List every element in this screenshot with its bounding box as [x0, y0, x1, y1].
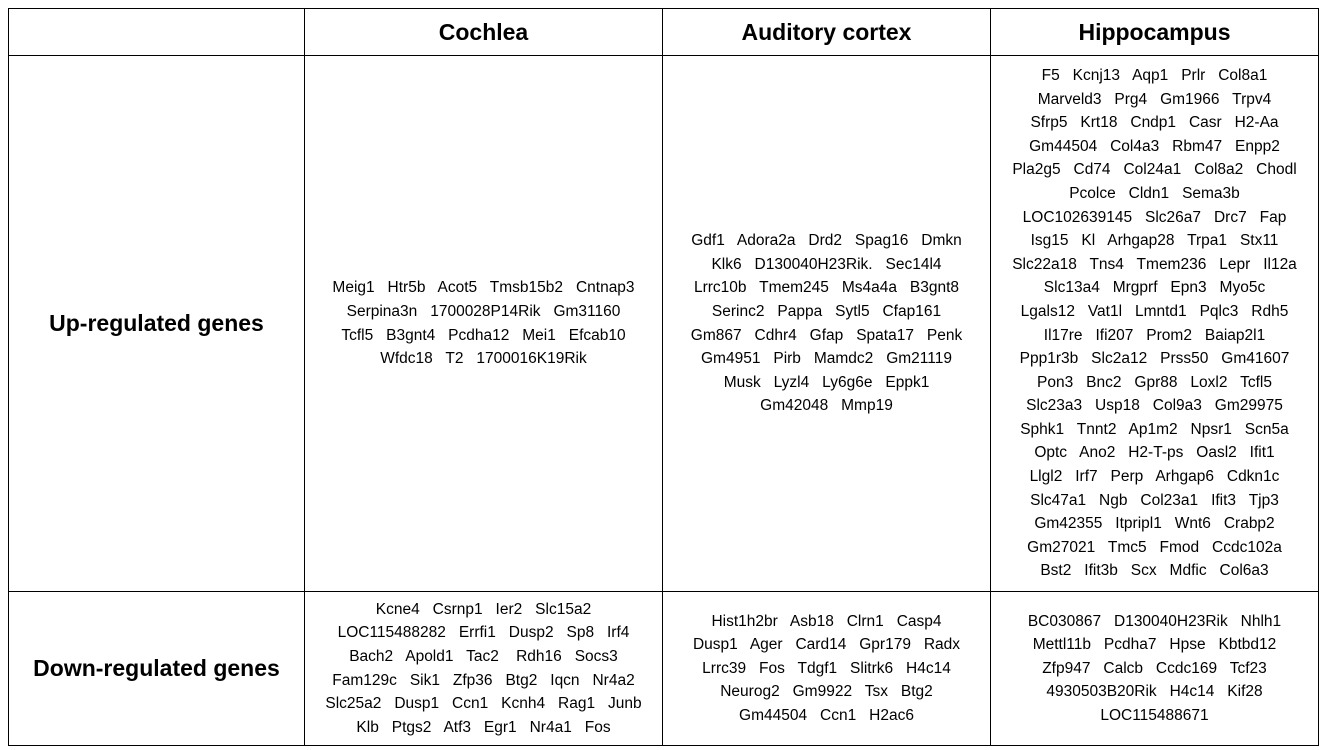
gene-line: Klk6 D130040H23Rik. Sec14l4: [711, 255, 942, 273]
gene-line: F5 Kcnj13 Aqp1 Prlr Col8a1: [1041, 66, 1268, 84]
header-row: [9, 9, 1319, 56]
gene-line: 4930503B20Rik H4c14 Kif28: [1046, 683, 1263, 701]
cell-up-cochlea: [305, 56, 663, 592]
gene-line: Klb Ptgs2 Atf3 Egr1 Nr4a1 Fos: [356, 718, 611, 736]
gene-line: BC030867 D130040H23Rik Nhlh1: [1027, 612, 1282, 630]
gene-line: Llgl2 Irf7 Perp Arhgap6 Cdkn1c: [1029, 468, 1280, 486]
row-down-regulated: [9, 592, 1319, 746]
gene-line: Optc Ano2 H2-T-ps Oasl2 Ifit1: [1034, 444, 1275, 462]
corner-cell: [9, 9, 305, 56]
gene-line: Lrrc39 Fos Tdgf1 Slitrk6 H4c14: [702, 659, 951, 677]
gene-line: Slc25a2 Dusp1 Ccn1 Kcnh4 Rag1 Junb: [325, 695, 642, 713]
gene-line: Marveld3 Prg4 Gm1966 Trpv4: [1037, 90, 1272, 108]
gene-line: Slc13a4 Mrgprf Epn3 Myo5c: [1043, 279, 1266, 297]
gene-line: Sphk1 Tnnt2 Ap1m2 Npsr1 Scn5a: [1020, 420, 1289, 438]
gene-line: Neurog2 Gm9922 Tsx Btg2: [720, 683, 933, 701]
gene-line: Kcne4 Csrnp1 Ier2 Slc15a2: [375, 600, 592, 618]
gene-line: Dusp1 Ager Card14 Gpr179 Radx: [692, 636, 961, 654]
gene-line: Gm867 Cdhr4 Gfap Spata17 Penk: [690, 326, 963, 344]
gene-line: Sfrp5 Krt18 Cndp1 Casr H2-Aa: [1030, 114, 1279, 132]
cell-down-cochlea: [305, 592, 663, 746]
gene-line: LOC102639145 Slc26a7 Drc7 Fap: [1022, 208, 1287, 226]
gene-line: Lrrc10b Tmem245 Ms4a4a B3gnt8: [693, 279, 960, 297]
gene-line: Gm44504 Ccn1 H2ac6: [739, 706, 914, 724]
gene-line: Pon3 Bnc2 Gpr88 Loxl2 Tcfl5: [1037, 373, 1272, 391]
column-header-hippocampus: Hippocampus: [991, 9, 1319, 56]
gene-line: Gm44504 Col4a3 Rbm47 Enpp2: [1029, 137, 1280, 155]
cell-up-hippocampus: [991, 56, 1319, 592]
gene-line: Isg15 Kl Arhgap28 Trpa1 Stx11: [1030, 232, 1279, 250]
gene-line: Slc22a18 Tns4 Tmem236 Lepr Il12a: [1012, 255, 1297, 273]
gene-line: Il17re Ifi207 Prom2 Baiap2l1: [1043, 326, 1266, 344]
gene-line: Pcolce Cldn1 Sema3b: [1069, 184, 1240, 202]
gene-line: Bach2 Apold1 Tac2 Rdh16 Socs3: [349, 647, 618, 665]
gene-line: Pla2g5 Cd74 Col24a1 Col8a2 Chodl: [1012, 161, 1297, 179]
cell-down-hippocampus: [991, 592, 1319, 746]
gene-line: Gdf1 Adora2a Drd2 Spag16 Dmkn: [691, 232, 962, 250]
gene-line: Slc47a1 Ngb Col23a1 Ifit3 Tjp3: [1030, 491, 1279, 509]
gene-line: Serpina3n 1700028P14Rik Gm31160: [346, 302, 621, 320]
gene-line: Mettl11b Pcdha7 Hpse Kbtbd12: [1032, 636, 1277, 654]
gene-line: Hist1h2br Asb18 Clrn1 Casp4: [711, 612, 942, 630]
column-header-cochlea: Cochlea: [305, 9, 663, 56]
gene-line: Gm4951 Pirb Mamdc2 Gm21119: [701, 350, 952, 368]
gene-line: Meig1 Htr5b Acot5 Tmsb15b2 Cntnap3: [332, 279, 635, 297]
gene-line: Bst2 Ifit3b Scx Mdfic Col6a3: [1040, 562, 1269, 580]
gene-line: Wfdc18 T2 1700016K19Rik: [380, 350, 587, 368]
gene-line: Tcfl5 B3gnt4 Pcdha12 Mei1 Efcab10: [341, 326, 626, 344]
gene-line: Gm27021 Tmc5 Fmod Ccdc102a: [1027, 538, 1282, 556]
row-label-up-regulated: Up-regulated genes: [9, 56, 305, 592]
gene-line: LOC115488282 Errfi1 Dusp2 Sp8 Irf4: [337, 624, 630, 642]
gene-line: Serinc2 Pappa Sytl5 Cfap161: [711, 302, 942, 320]
row-label-down-regulated: Down-regulated genes: [9, 592, 305, 746]
gene-line: Gm42048 Mmp19: [760, 397, 893, 415]
gene-line: Musk Lyzl4 Ly6g6e Eppk1: [723, 373, 930, 391]
row-up-regulated: [9, 56, 1319, 592]
cell-up-auditory-cortex: [663, 56, 991, 592]
gene-line: LOC115488671: [1100, 706, 1209, 724]
gene-line: Slc23a3 Usp18 Col9a3 Gm29975: [1026, 397, 1283, 415]
gene-line: Lgals12 Vat1l Lmntd1 Pqlc3 Rdh5: [1020, 302, 1289, 320]
column-header-auditory-cortex: Auditory cortex: [663, 9, 991, 56]
gene-table: [8, 8, 1319, 746]
gene-line: Fam129c Sik1 Zfp36 Btg2 Iqcn Nr4a2: [332, 671, 635, 689]
gene-line: Zfp947 Calcb Ccdc169 Tcf23: [1042, 659, 1267, 677]
gene-line: Gm42355 Itpripl1 Wnt6 Crabp2: [1034, 515, 1275, 533]
cell-down-auditory-cortex: [663, 592, 991, 746]
gene-line: Ppp1r3b Slc2a12 Prss50 Gm41607: [1019, 350, 1290, 368]
